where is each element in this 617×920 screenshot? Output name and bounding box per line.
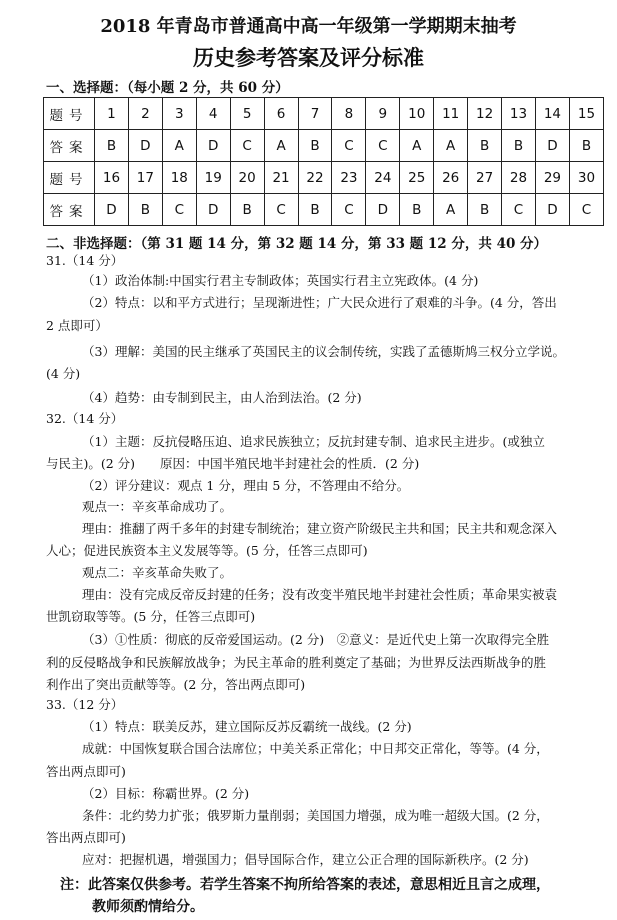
note-line-2: 教师须酌情给分。 xyxy=(92,899,204,915)
answer-cell: B xyxy=(128,194,162,226)
answer-cell: C xyxy=(332,194,366,226)
answer-cell: C xyxy=(569,194,603,226)
question-number-cell: 1 xyxy=(95,98,129,130)
question-number-cell: 29 xyxy=(535,162,569,194)
q33-heading: 33.（12 分） xyxy=(46,697,124,712)
answer-line: （1）主题：反抗侵略压迫、追求民族独立；反抗封建专制、追求民主进步。(或独立 xyxy=(82,434,545,449)
section-2-heading: 二、非选择题：（第 31 题 14 分，第 32 题 14 分，第 33 题 12 分，共 40 分） xyxy=(46,236,548,252)
answer-cell: B xyxy=(230,194,264,226)
question-number-cell: 14 xyxy=(535,98,569,130)
answer-cell: D xyxy=(535,130,569,162)
answer-line: 答出两点即可) xyxy=(46,830,126,845)
answer-line: 2 点即可） xyxy=(46,318,108,333)
answer-cell: A xyxy=(162,130,196,162)
question-number-cell: 16 xyxy=(95,162,129,194)
answer-cell: C xyxy=(332,130,366,162)
answer-cell: B xyxy=(468,130,502,162)
row-label: 答案 xyxy=(44,130,95,162)
answer-line: （2）评分建议：观点 1 分，理由 5 分，不答理由不给分。 xyxy=(82,478,410,493)
answer-cell: C xyxy=(502,194,536,226)
answer-cell: A xyxy=(434,130,468,162)
answer-cell: C xyxy=(264,194,298,226)
answer-line: （1）政治体制:中国实行君主专制政体；英国实行君主立宪政体。(4 分) xyxy=(82,273,479,288)
answer-cell: B xyxy=(468,194,502,226)
answer-row xyxy=(44,194,604,226)
row-label: 题号 xyxy=(44,98,95,130)
question-number-cell: 23 xyxy=(332,162,366,194)
answer-line: 与民主)。(2 分) 原因：中国半殖民地半封建社会的性质．(2 分) xyxy=(46,456,420,471)
question-number-cell: 3 xyxy=(162,98,196,130)
question-number-cell: 18 xyxy=(162,162,196,194)
row-label: 题号 xyxy=(44,162,95,194)
question-number-cell: 12 xyxy=(468,98,502,130)
answer-line: （2）目标：称霸世界。(2 分) xyxy=(82,786,250,801)
answer-cell: C xyxy=(366,130,400,162)
answer-cell: D xyxy=(535,194,569,226)
answer-line: 条件：北约势力扩张；俄罗斯力量削弱；美国国力增强，成为唯一超级大国。(2 分， xyxy=(82,808,549,823)
question-number-cell: 26 xyxy=(434,162,468,194)
question-number-cell: 9 xyxy=(366,98,400,130)
answer-cell: D xyxy=(95,194,129,226)
document-subtitle: 历史参考答案及评分标准 xyxy=(193,45,424,70)
question-number-cell: 10 xyxy=(400,98,434,130)
answer-cell: D xyxy=(196,194,230,226)
answer-line: 利作出了突出贡献等等。(2 分，答出两点即可) xyxy=(46,677,306,692)
question-number-cell: 27 xyxy=(468,162,502,194)
answer-cell: B xyxy=(298,194,332,226)
question-number-cell: 4 xyxy=(196,98,230,130)
answer-cell: B xyxy=(400,194,434,226)
question-number-cell: 13 xyxy=(502,98,536,130)
answer-line: （3）①性质：彻底的反帝爱国运动。(2 分) ②意义：是近代史上第一次取得完全胜 xyxy=(82,632,550,647)
answer-cell: D xyxy=(128,130,162,162)
question-number-cell: 6 xyxy=(264,98,298,130)
answer-line: 观点二：辛亥革命失败了。 xyxy=(82,565,233,580)
question-number-cell: 2 xyxy=(128,98,162,130)
note-line-1: 注：此答案仅供参考。若学生答案不拘所给答案的表述，意思相近且言之成理， xyxy=(60,877,550,893)
answer-cell: B xyxy=(298,130,332,162)
answer-cell: A xyxy=(400,130,434,162)
answer-line: 答出两点即可) xyxy=(46,764,126,779)
question-number-cell: 30 xyxy=(569,162,603,194)
answer-line: 应对：把握机遇，增强国力；倡导国际合作，建立公正合理的国际新秩序。(2 分) xyxy=(82,852,529,867)
question-number-cell: 21 xyxy=(264,162,298,194)
question-number-cell: 5 xyxy=(230,98,264,130)
answer-cell: C xyxy=(162,194,196,226)
answer-cell: B xyxy=(502,130,536,162)
question-number-cell: 15 xyxy=(569,98,603,130)
answer-line: （4）趋势：由专制到民主，由人治到法治。(2 分) xyxy=(82,390,362,405)
question-number-cell: 19 xyxy=(196,162,230,194)
section-1-heading: 一、选择题：（每小题 2 分，共 60 分） xyxy=(46,80,289,96)
answer-line: 世凯窃取等等。(5 分，任答三点即可) xyxy=(46,609,256,624)
question-number-cell: 22 xyxy=(298,162,332,194)
q31-heading: 31.（14 分） xyxy=(46,253,124,268)
answer-line: 理由：推翻了两千多年的封建专制统治；建立资产阶级民主共和国；民主共和观念深入 xyxy=(82,521,558,536)
answer-line: 成就：中国恢复联合国合法席位；中美关系正常化；中日邦交正常化，等等。(4 分， xyxy=(82,741,549,756)
question-number-cell: 20 xyxy=(230,162,264,194)
answer-cell: A xyxy=(264,130,298,162)
question-number-row xyxy=(44,98,604,130)
row-label: 答案 xyxy=(44,194,95,226)
answer-row xyxy=(44,130,604,162)
answer-line: 利的反侵略战争和民族解放战争；为民主革命的胜利奠定了基础；为世界反法西斯战争的胜 xyxy=(46,655,547,670)
question-number-cell: 11 xyxy=(434,98,468,130)
answer-cell: C xyxy=(230,130,264,162)
answer-line: (4 分) xyxy=(46,366,81,381)
question-number-cell: 28 xyxy=(502,162,536,194)
answer-cell: B xyxy=(569,130,603,162)
question-number-cell: 8 xyxy=(332,98,366,130)
q32-heading: 32.（14 分） xyxy=(46,411,124,426)
answer-cell: D xyxy=(366,194,400,226)
answer-table xyxy=(43,97,604,226)
answer-line: 人心；促进民族资本主义发展等等。(5 分，任答三点即可) xyxy=(46,543,368,558)
question-number-cell: 7 xyxy=(298,98,332,130)
answer-cell: A xyxy=(434,194,468,226)
answer-line: 理由：没有完成反帝反封建的任务；没有改变半殖民地半封建社会性质；革命果实被袁 xyxy=(82,587,558,602)
answer-line: 观点一：辛亥革命成功了。 xyxy=(82,499,233,514)
answer-line: （1）特点：联美反苏，建立国际反苏反霸统一战线。(2 分) xyxy=(82,719,412,734)
answer-line: （2）特点：以和平方式进行；呈现渐进性；广大民众进行了艰难的斗争。(4 分，答出 xyxy=(82,295,557,310)
answer-line: （3）理解：美国的民主继承了英国民主的议会制传统，实践了孟德斯鸠三权分立学说。 xyxy=(82,344,565,359)
question-number-cell: 25 xyxy=(400,162,434,194)
answer-cell: B xyxy=(95,130,129,162)
question-number-row xyxy=(44,162,604,194)
document-title: 2018 年青岛市普通高中高一年级第一学期期末抽考 xyxy=(100,16,517,37)
question-number-cell: 17 xyxy=(128,162,162,194)
answer-cell: D xyxy=(196,130,230,162)
question-number-cell: 24 xyxy=(366,162,400,194)
